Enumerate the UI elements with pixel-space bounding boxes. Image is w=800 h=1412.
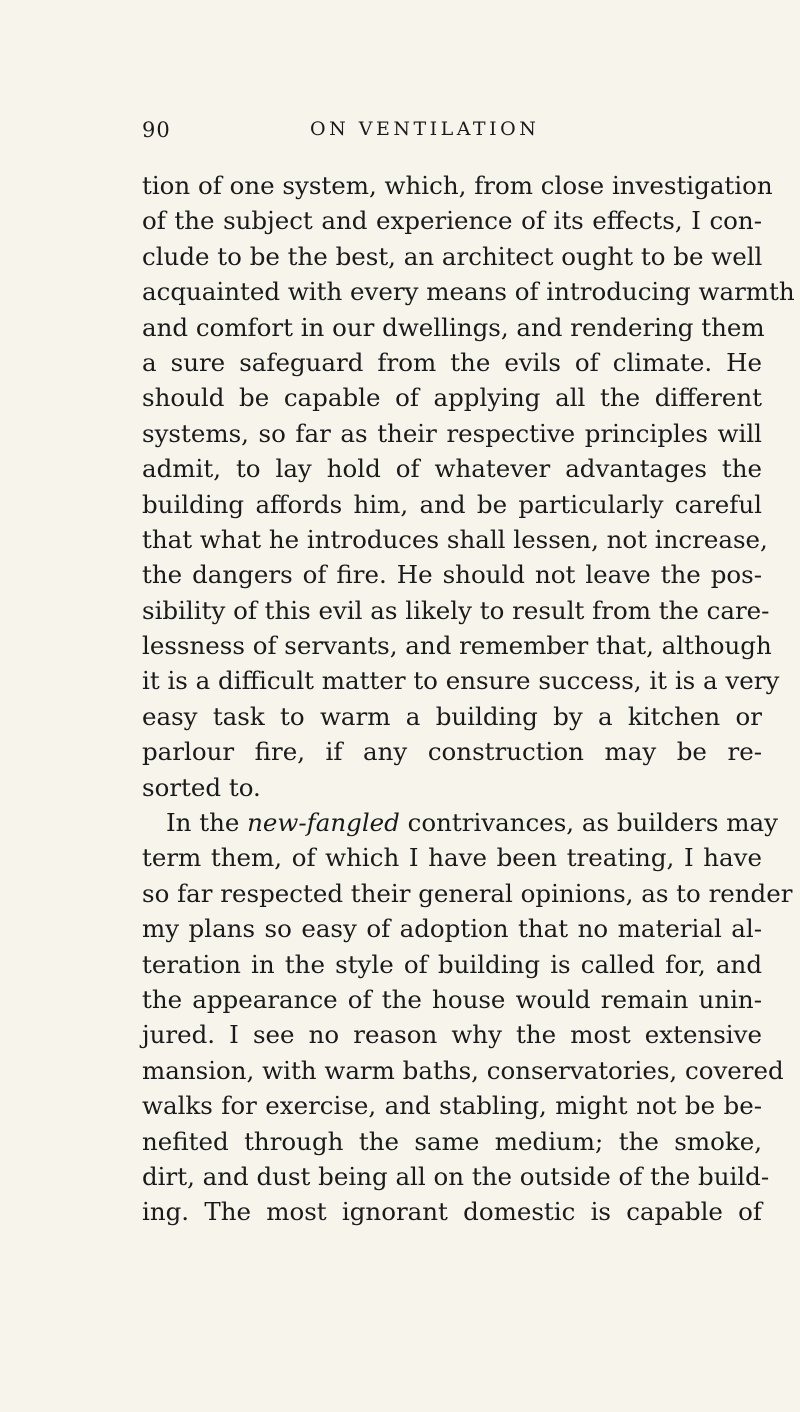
running-title: ON VENTILATION <box>310 118 540 140</box>
emphasized-text: new-fangled <box>247 808 400 838</box>
text-fragment: In the <box>166 808 248 838</box>
text-line: the appearance of the house would remain unin- <box>142 984 762 1014</box>
text-line: and comfort in our dwellings, and rendering them <box>142 312 765 342</box>
text-line: a sure safeguard from the evils of climate. He <box>142 347 762 377</box>
text-line: it is a difficult matter to ensure success, it is a very <box>142 666 780 696</box>
text-line: admit, to lay hold of whatever advantages the <box>142 454 762 484</box>
text-line: should be capable of applying all the different <box>142 383 762 413</box>
text-line: ing. The most ignorant domestic is capable of <box>142 1197 762 1227</box>
text-line: nefited through the same medium; the smoke, <box>142 1126 762 1156</box>
running-head <box>142 118 762 148</box>
text-line: so far respected their general opinions, as to render <box>142 878 793 908</box>
page-number: 90 <box>142 118 171 142</box>
text-line: my plans so easy of adoption that no material al- <box>142 914 762 944</box>
text-line: dirt, and dust being all on the outside of the build- <box>142 1161 770 1191</box>
text-line: parlour fire, if any construction may be re- <box>142 737 762 767</box>
text-line: systems, so far as their respective principles will <box>142 418 762 448</box>
text-line: term them, of which I have been treating, I have <box>142 843 762 873</box>
text-line: sibility of this evil as likely to result from the care- <box>142 595 770 625</box>
text-line-paragraph-start <box>142 805 778 840</box>
text-line: of the subject and experience of its effects, I con- <box>142 206 762 236</box>
text-line: tion of one system, which, from close investigation <box>142 171 773 200</box>
text-line: lessness of servants, and remember that, although <box>142 631 772 661</box>
text-line: easy task to warm a building by a kitchen or <box>142 701 762 731</box>
text-line: acquainted with every means of introducing warmth <box>142 277 795 307</box>
text-line: that what he introduces shall lessen, not increase, <box>142 524 768 554</box>
text-line-paragraph-end: sorted to. <box>142 772 261 802</box>
text-line: clude to be the best, an architect ought to be well <box>142 241 763 271</box>
text-line: walks for exercise, and stabling, might not be be- <box>142 1091 762 1121</box>
text-line: building affords him, and be particularly careful <box>142 489 762 519</box>
text-line: the dangers of fire. He should not leave the pos- <box>142 560 762 590</box>
text-line: mansion, with warm baths, conservatories, covered <box>142 1055 784 1085</box>
text-line: teration in the style of building is called for, and <box>142 949 762 979</box>
text-line: jured. I see no reason why the most extensive <box>142 1020 762 1050</box>
body-text <box>142 168 795 1230</box>
text-fragment: contrivances, as builders may <box>399 808 778 838</box>
